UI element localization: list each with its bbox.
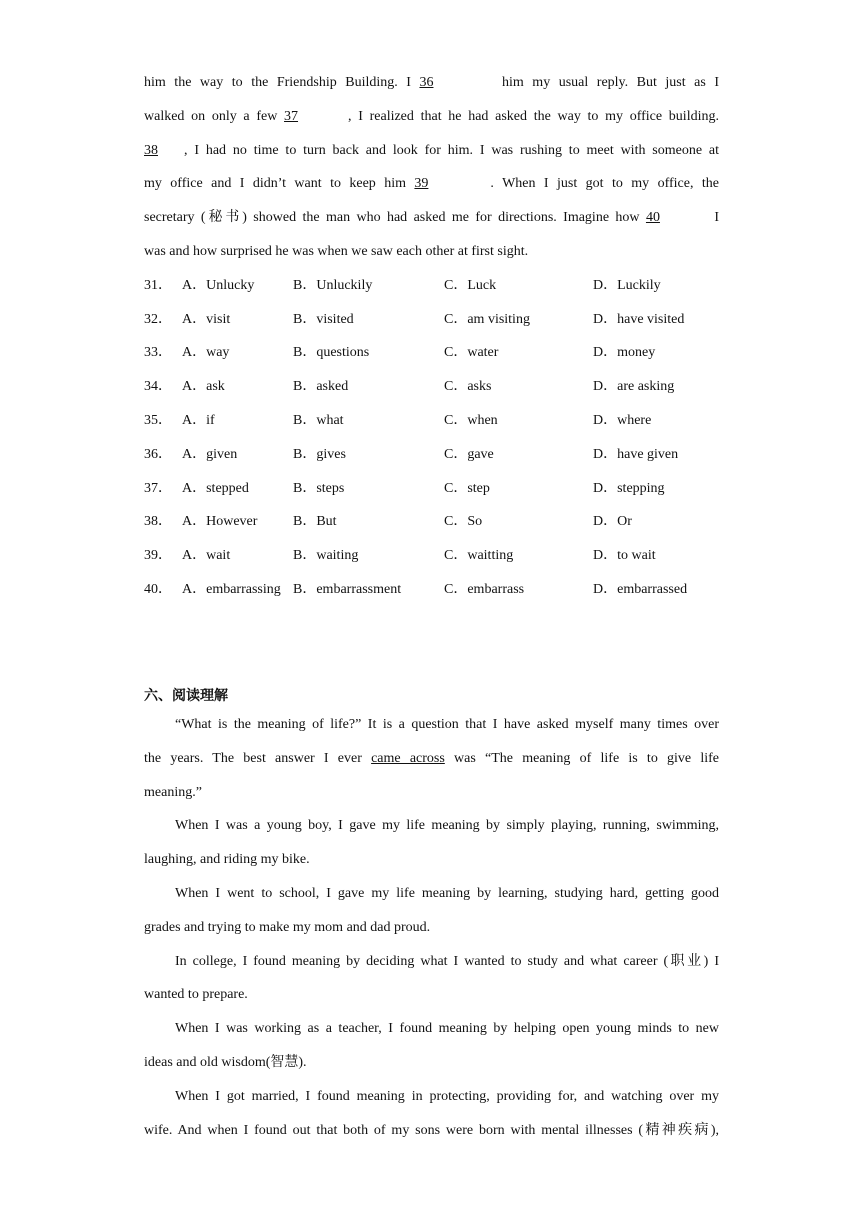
- reading-line: meaning.”: [144, 784, 202, 800]
- reading-line: When I got married, I found meaning in protecting, providing for, and watching over my: [175, 1088, 719, 1104]
- passage-line: [144, 167, 719, 201]
- option-d[interactable]: D．have visited: [593, 311, 685, 327]
- option-d[interactable]: D．stepping: [593, 480, 665, 496]
- passage-line: [144, 66, 719, 100]
- reading-line: [144, 742, 719, 776]
- blank-40: 40: [645, 210, 660, 226]
- option-row: [144, 269, 719, 303]
- passage-text: , I had no time to turn back and look for him. I was rushing to meet with someone at: [184, 142, 719, 158]
- option-b[interactable]: B．But: [293, 514, 337, 530]
- question-number: 35．: [144, 412, 172, 428]
- question-number: 39．: [144, 548, 172, 564]
- option-c[interactable]: C．gave: [444, 446, 494, 462]
- reading-text: was “The meaning of life is to give life: [454, 750, 720, 766]
- passage-text: him the way to the Friendship Building. I: [144, 75, 411, 90]
- options-list: [144, 269, 719, 607]
- option-row: [144, 505, 719, 539]
- option-c[interactable]: C．embarrass: [444, 581, 525, 597]
- option-d[interactable]: D．where: [593, 412, 652, 428]
- option-d[interactable]: D．Luckily: [593, 277, 661, 293]
- option-c[interactable]: C．Luck: [444, 277, 497, 293]
- question-number: 36．: [144, 446, 172, 462]
- reading-line: wife. And when I found out that both of my sons were born with mental illnesses (精神疾病),: [144, 1122, 719, 1138]
- option-c[interactable]: C．So: [444, 514, 483, 530]
- underlined-phrase: came across: [371, 750, 445, 766]
- option-c[interactable]: C．water: [444, 345, 499, 361]
- passage-text: . When I just got to my office, the: [490, 176, 719, 192]
- question-number: 38．: [144, 514, 172, 530]
- passage-text: my office and I didn’t want to keep him: [144, 176, 406, 192]
- passage-text: secretary (秘书) showed the man who had asked me for directions. Imagine how: [144, 210, 640, 226]
- option-a[interactable]: A．given: [182, 446, 238, 462]
- question-number: 32．: [144, 311, 172, 327]
- question-number: 31．: [144, 277, 172, 293]
- option-d[interactable]: D．embarrassed: [593, 581, 688, 597]
- option-d[interactable]: D．to wait: [593, 548, 656, 564]
- option-a[interactable]: A．stepped: [182, 480, 249, 496]
- passage-text: him my usual reply. But just as I: [502, 75, 720, 90]
- option-row: [144, 438, 719, 472]
- option-c[interactable]: C．waitting: [444, 548, 514, 564]
- option-row: [144, 472, 719, 506]
- passage-line: [144, 201, 719, 235]
- option-c[interactable]: C．when: [444, 412, 498, 428]
- option-a[interactable]: A．ask: [182, 379, 225, 395]
- option-b[interactable]: B．what: [293, 412, 344, 428]
- reading-line: When I was a young boy, I gave my life meaning by simply playing, running, swimming,: [175, 818, 719, 834]
- option-b[interactable]: B．gives: [293, 446, 346, 462]
- option-b[interactable]: B．questions: [293, 345, 370, 361]
- blank-37: 37: [284, 108, 299, 124]
- passage-line: [144, 100, 719, 134]
- reading-line: When I was working as a teacher, I found meaning by helping open young minds to new: [175, 1021, 719, 1037]
- option-row: [144, 370, 719, 404]
- option-d[interactable]: D．have given: [593, 446, 679, 462]
- passage-text: I: [714, 210, 720, 226]
- option-b[interactable]: B．steps: [293, 480, 345, 496]
- option-c[interactable]: C．step: [444, 480, 490, 496]
- reading-line: When I went to school, I gave my life meaning by learning, studying hard, getting good: [175, 885, 719, 901]
- reading-line: “What is the meaning of life?” It is a question that I have asked myself many times over: [175, 717, 719, 732]
- option-d[interactable]: D．are asking: [593, 379, 675, 395]
- reading-line: wanted to prepare.: [144, 987, 248, 1003]
- question-number: 33．: [144, 345, 172, 361]
- option-row: [144, 539, 719, 573]
- passage-text: was and how surprised he was when we saw each other at first sight.: [144, 243, 529, 259]
- cloze-passage: [144, 66, 719, 607]
- option-b[interactable]: B．embarrassment: [293, 581, 402, 597]
- blank-39: 39: [414, 176, 429, 192]
- option-row: [144, 303, 719, 337]
- reading-line: In college, I found meaning by deciding what I wanted to study and what career (职业) I: [175, 953, 719, 969]
- reading-text: the years. The best answer I ever: [144, 750, 362, 766]
- option-row: [144, 404, 719, 438]
- option-a[interactable]: A．if: [182, 412, 215, 428]
- reading-line: grades and trying to make my mom and dad proud.: [144, 919, 431, 935]
- blank-36: 36: [419, 75, 434, 90]
- option-a[interactable]: A．wait: [182, 548, 231, 564]
- question-number: 37．: [144, 480, 172, 496]
- reading-passage: [144, 708, 719, 1147]
- question-number: 40．: [144, 581, 172, 597]
- option-b[interactable]: B．visited: [293, 311, 354, 327]
- option-d[interactable]: D．Or: [593, 514, 632, 530]
- option-b[interactable]: B．asked: [293, 379, 349, 395]
- reading-line: ideas and old wisdom(智慧).: [144, 1054, 307, 1070]
- blank-38: 38: [144, 142, 158, 158]
- passage-text: , I realized that he had asked the way to my office building.: [348, 108, 719, 124]
- option-a[interactable]: A．However: [182, 514, 258, 530]
- passage-line: [144, 235, 719, 269]
- option-d[interactable]: D．money: [593, 345, 656, 361]
- option-c[interactable]: C．asks: [444, 379, 492, 395]
- option-c[interactable]: C．am visiting: [444, 311, 530, 327]
- option-b[interactable]: B．Unluckily: [293, 277, 373, 293]
- reading-line: laughing, and riding my bike.: [144, 852, 310, 868]
- option-row: [144, 573, 719, 607]
- option-a[interactable]: A．way: [182, 345, 230, 361]
- option-a[interactable]: A．embarrassing: [182, 581, 281, 597]
- passage-text: walked on only a few: [144, 108, 278, 124]
- option-row: [144, 336, 719, 370]
- question-number: 34．: [144, 379, 172, 395]
- passage-line: [144, 134, 719, 168]
- section-title: 六、阅读理解: [144, 688, 228, 704]
- option-b[interactable]: B．waiting: [293, 548, 359, 564]
- option-a[interactable]: A．visit: [182, 311, 231, 327]
- option-a[interactable]: A．Unlucky: [182, 277, 255, 293]
